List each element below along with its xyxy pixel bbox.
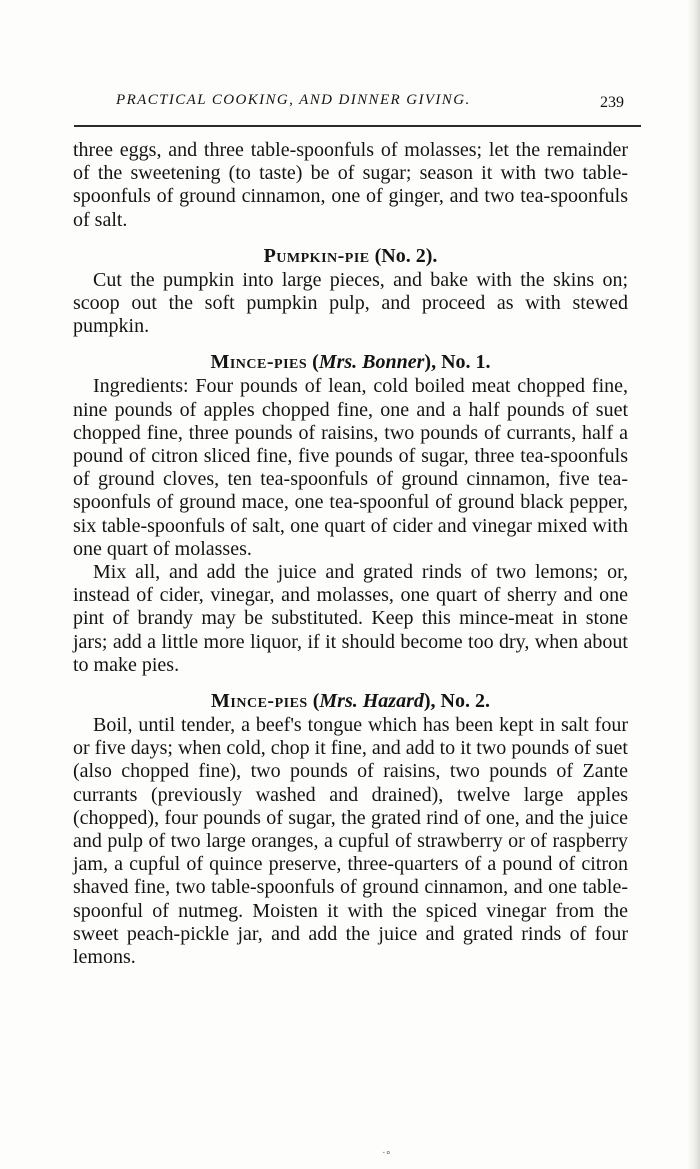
pumpkin-pie-heading [73,245,628,268]
page-body [73,139,628,969]
mince-pies-2-heading [73,690,628,713]
header-rule [74,125,641,127]
mince-pies-1-number: ), No. 1. [424,351,491,374]
continued-paragraph: three eggs, and three table-spoonfuls of molasses; let the remainder of the sweetening (to taste) be of sugar; season it with two table-spoonfuls of ground cinnamon, one of ginger, and two tea-spoonfuls of salt. [73,139,628,231]
mince-pies-2-number: ), No. 2. [423,690,490,713]
mince-pies-2-title: Mince-pies [211,690,308,713]
pumpkin-pie-paragraph: Cut the pumpkin into large pieces, and bake with the skins on; scoop out the soft pumpkin pulp, and proceed as with stewed pumpkin. [73,268,628,338]
page-spine-shadow [686,0,700,1169]
page-speck-mark: ·∘ [382,1147,392,1159]
mince-pies-1-title: Mince-pies [210,351,308,374]
mince-pies-2-author: Mrs. Hazard [319,690,424,713]
pumpkin-pie-title: Pumpkin-pie [263,244,370,267]
pumpkin-pie-number: (No. 2). [374,244,438,267]
mince-pies-1-ingredients-paragraph: Ingredients: Four pounds of lean, cold boiled meat chopped fine, nine pounds of apples chopped fine, one and a half pounds of suet chopped fine, three pounds of raisins, two pounds of currants, half a pound of citron sliced fine, five pounds of sugar, three tea-spoonfuls of ground cloves, ten tea-spoonfuls of ground cinnamon, five tea-spoonfuls of ground mace, one tea-spoonful of ground black pepper, six table-spoonfuls of salt, one quart of cider and vinegar mixed with one quart of molasses. [73,375,628,560]
mince-pies-1-method-paragraph: Mix all, and add the juice and grated rinds of two lemons; or, instead of cider, vinegar, and molasses, one quart of sherry and one pint of brandy may be substituted. Keep this mince-meat in stone jars; add a little more liquor, if it should become too dry, when about to make pies. [73,561,628,676]
mince-pies-1-author: Mrs. Bonner [318,351,425,374]
mince-pies-1-heading [73,351,628,374]
mince-pies-2-paragraph: Boil, until tender, a beef's tongue which has been kept in salt four or five days; when cold, chop it fine, and add to it two pounds of suet (also chopped fine), two pounds of raisins, two pounds of Zante currants (previously washed and drained), twelve large apples (chopped), four pounds of sugar, the grated rind of one, and the juice and pulp of two large oranges, a cupful of strawberry or of raspberry jam, a cupful of quince preserve, three-quarters of a pound of citron shaved fine, two table-spoonfuls of ground cinnamon, and one table-spoonful of nutmeg. Moisten it with the spiced vinegar from the sweet peach-pickle jar, and add the juice and grated rinds of four lemons. [73,714,628,969]
mince-pies-1-author-open: ( [312,351,319,374]
page-number: 239 [600,94,624,111]
running-header-title: PRACTICAL COOKING, AND DINNER GIVING. [116,92,471,108]
mince-pies-2-author-open: ( [312,690,320,713]
